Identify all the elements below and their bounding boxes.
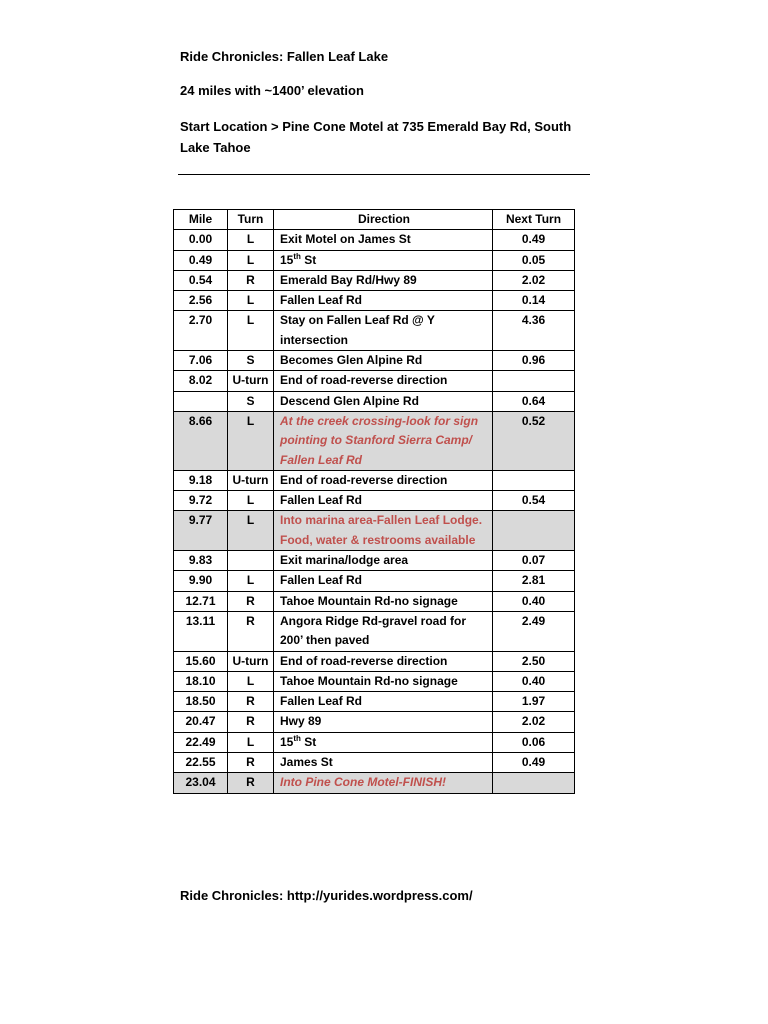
- direction-text: Hwy 89: [280, 714, 322, 729]
- turn-cell: R: [228, 270, 274, 290]
- direction-cell: [274, 291, 493, 311]
- turn-cell: R: [228, 773, 274, 793]
- mile-cell: 22.49: [174, 732, 228, 752]
- direction-cell: [274, 511, 493, 551]
- next-turn-cell: [493, 371, 575, 391]
- next-turn-cell: [493, 511, 575, 551]
- direction-text: End of road-reverse direction: [280, 373, 448, 388]
- mile-cell: 8.66: [174, 411, 228, 470]
- column-header-next-turn: Next Turn: [493, 210, 575, 230]
- mile-cell: 9.18: [174, 470, 228, 490]
- mile-cell: [174, 391, 228, 411]
- next-turn-cell: 0.49: [493, 753, 575, 773]
- direction-cell: [274, 591, 493, 611]
- direction-text: 15: [280, 252, 294, 267]
- next-turn-cell: 4.36: [493, 311, 575, 351]
- next-turn-cell: 0.49: [493, 230, 575, 250]
- start-location-line-2: Lake Tahoe: [180, 140, 251, 155]
- turn-cell: L: [228, 250, 274, 270]
- table-row: [174, 591, 575, 611]
- next-turn-cell: 2.81: [493, 571, 575, 591]
- direction-suffix: St: [300, 734, 317, 749]
- table-row: [174, 773, 575, 793]
- mile-cell: 23.04: [174, 773, 228, 793]
- direction-cell: [274, 491, 493, 511]
- direction-cell: [274, 571, 493, 591]
- next-turn-cell: 0.54: [493, 491, 575, 511]
- mile-cell: 9.77: [174, 511, 228, 551]
- table-row: [174, 250, 575, 270]
- turn-cell: R: [228, 692, 274, 712]
- turn-cell: U-turn: [228, 470, 274, 490]
- table-row: [174, 371, 575, 391]
- table-row: [174, 732, 575, 752]
- direction-cell: [274, 692, 493, 712]
- mile-cell: 2.56: [174, 291, 228, 311]
- direction-cell: [274, 611, 493, 651]
- turn-cell: L: [228, 511, 274, 551]
- next-turn-cell: 0.40: [493, 671, 575, 691]
- turn-cell: S: [228, 391, 274, 411]
- route-table-body: [174, 230, 575, 793]
- ordinal-suffix: th: [293, 733, 301, 743]
- mile-cell: 12.71: [174, 591, 228, 611]
- direction-cell: [274, 753, 493, 773]
- mile-cell: 13.11: [174, 611, 228, 651]
- turn-cell: L: [228, 491, 274, 511]
- direction-text: Descend Glen Alpine Rd: [280, 393, 419, 408]
- direction-text: Fallen Leaf Rd: [280, 293, 363, 308]
- next-turn-cell: [493, 773, 575, 793]
- table-row: [174, 611, 575, 651]
- turn-cell: R: [228, 712, 274, 732]
- table-row: [174, 671, 575, 691]
- next-turn-cell: 2.02: [493, 270, 575, 290]
- mile-cell: 0.00: [174, 230, 228, 250]
- mile-cell: 8.02: [174, 371, 228, 391]
- mile-cell: 22.55: [174, 753, 228, 773]
- table-row: [174, 411, 575, 470]
- direction-text: Into marina area-Fallen Leaf Lodge. Food, water & restrooms available: [280, 513, 483, 547]
- next-turn-cell: 2.02: [493, 712, 575, 732]
- mile-cell: 18.50: [174, 692, 228, 712]
- direction-text: Tahoe Mountain Rd-no signage: [280, 673, 458, 688]
- ride-summary: 24 miles with ~1400’ elevation: [180, 83, 364, 98]
- direction-cell: [274, 732, 493, 752]
- next-turn-cell: 2.49: [493, 611, 575, 651]
- next-turn-cell: 0.07: [493, 551, 575, 571]
- direction-cell: [274, 351, 493, 371]
- table-row: [174, 692, 575, 712]
- mile-cell: 7.06: [174, 351, 228, 371]
- column-header-turn: Turn: [228, 210, 274, 230]
- next-turn-cell: 0.96: [493, 351, 575, 371]
- mile-cell: 9.72: [174, 491, 228, 511]
- column-header-direction: Direction: [274, 210, 493, 230]
- turn-cell: L: [228, 571, 274, 591]
- turn-cell: R: [228, 753, 274, 773]
- next-turn-cell: 2.50: [493, 651, 575, 671]
- mile-cell: 18.10: [174, 671, 228, 691]
- direction-text: End of road-reverse direction: [280, 472, 448, 487]
- direction-cell: [274, 311, 493, 351]
- direction-cell: [274, 651, 493, 671]
- direction-text: End of road-reverse direction: [280, 653, 448, 668]
- turn-cell: S: [228, 351, 274, 371]
- direction-cell: [274, 411, 493, 470]
- direction-suffix: St: [300, 252, 317, 267]
- direction-cell: [274, 250, 493, 270]
- next-turn-cell: 0.14: [493, 291, 575, 311]
- direction-cell: [274, 470, 493, 490]
- mile-cell: 20.47: [174, 712, 228, 732]
- table-row: [174, 571, 575, 591]
- next-turn-cell: 1.97: [493, 692, 575, 712]
- table-row: [174, 753, 575, 773]
- next-turn-cell: 0.05: [493, 250, 575, 270]
- divider-line: [178, 174, 590, 175]
- mile-cell: 9.83: [174, 551, 228, 571]
- direction-cell: [274, 773, 493, 793]
- table-row: [174, 291, 575, 311]
- table-row: [174, 270, 575, 290]
- table-row: [174, 712, 575, 732]
- mile-cell: 0.54: [174, 270, 228, 290]
- direction-text: At the creek crossing-look for sign pointing to Stanford Sierra Camp/ Fallen Leaf Rd: [280, 413, 479, 467]
- table-row: [174, 351, 575, 371]
- mile-cell: 2.70: [174, 311, 228, 351]
- table-row: [174, 511, 575, 551]
- turn-cell: R: [228, 611, 274, 651]
- turn-cell: [228, 551, 274, 571]
- turn-cell: R: [228, 591, 274, 611]
- turn-cell: U-turn: [228, 371, 274, 391]
- next-turn-cell: [493, 470, 575, 490]
- start-location-line-1: Start Location > Pine Cone Motel at 735 Emerald Bay Rd, South: [180, 119, 572, 134]
- turn-cell: L: [228, 311, 274, 351]
- direction-cell: [274, 551, 493, 571]
- direction-text: Exit Motel on James St: [280, 232, 411, 247]
- direction-cell: [274, 230, 493, 250]
- column-header-mile: Mile: [174, 210, 228, 230]
- direction-text: Fallen Leaf Rd: [280, 694, 363, 709]
- ordinal-suffix: th: [293, 251, 301, 261]
- next-turn-cell: 0.06: [493, 732, 575, 752]
- direction-text: Into Pine Cone Motel-FINISH!: [280, 775, 446, 790]
- table-row: [174, 230, 575, 250]
- turn-cell: L: [228, 411, 274, 470]
- next-turn-cell: 0.64: [493, 391, 575, 411]
- turn-cell: L: [228, 671, 274, 691]
- turn-cell: L: [228, 291, 274, 311]
- table-row: [174, 391, 575, 411]
- direction-text: Exit marina/lodge area: [280, 553, 409, 568]
- direction-text: Fallen Leaf Rd: [280, 493, 363, 508]
- direction-text: Emerald Bay Rd/Hwy 89: [280, 272, 417, 287]
- direction-text: James St: [280, 755, 333, 770]
- next-turn-cell: 0.40: [493, 591, 575, 611]
- mile-cell: 9.90: [174, 571, 228, 591]
- direction-cell: [274, 671, 493, 691]
- route-table: [173, 209, 575, 794]
- mile-cell: 0.49: [174, 250, 228, 270]
- table-row: [174, 311, 575, 351]
- next-turn-cell: 0.52: [493, 411, 575, 470]
- direction-cell: [274, 371, 493, 391]
- direction-text: Angora Ridge Rd-gravel road for 200’ then paved: [280, 613, 467, 648]
- document-title: Ride Chronicles: Fallen Leaf Lake: [180, 49, 389, 64]
- direction-text: Tahoe Mountain Rd-no signage: [280, 593, 458, 608]
- direction-cell: [274, 712, 493, 732]
- table-row: [174, 551, 575, 571]
- direction-cell: [274, 270, 493, 290]
- turn-cell: L: [228, 732, 274, 752]
- table-row: [174, 470, 575, 490]
- turn-cell: L: [228, 230, 274, 250]
- table-row: [174, 491, 575, 511]
- footer-link-text: Ride Chronicles: http://yurides.wordpress.com/: [180, 888, 473, 903]
- direction-cell: [274, 391, 493, 411]
- direction-text: 15: [280, 734, 294, 749]
- table-header-row: [174, 210, 575, 230]
- mile-cell: 15.60: [174, 651, 228, 671]
- turn-cell: U-turn: [228, 651, 274, 671]
- direction-text: Fallen Leaf Rd: [280, 573, 363, 588]
- direction-text: Becomes Glen Alpine Rd: [280, 353, 423, 368]
- table-row: [174, 651, 575, 671]
- direction-text: Stay on Fallen Leaf Rd @ Y intersection: [280, 313, 435, 347]
